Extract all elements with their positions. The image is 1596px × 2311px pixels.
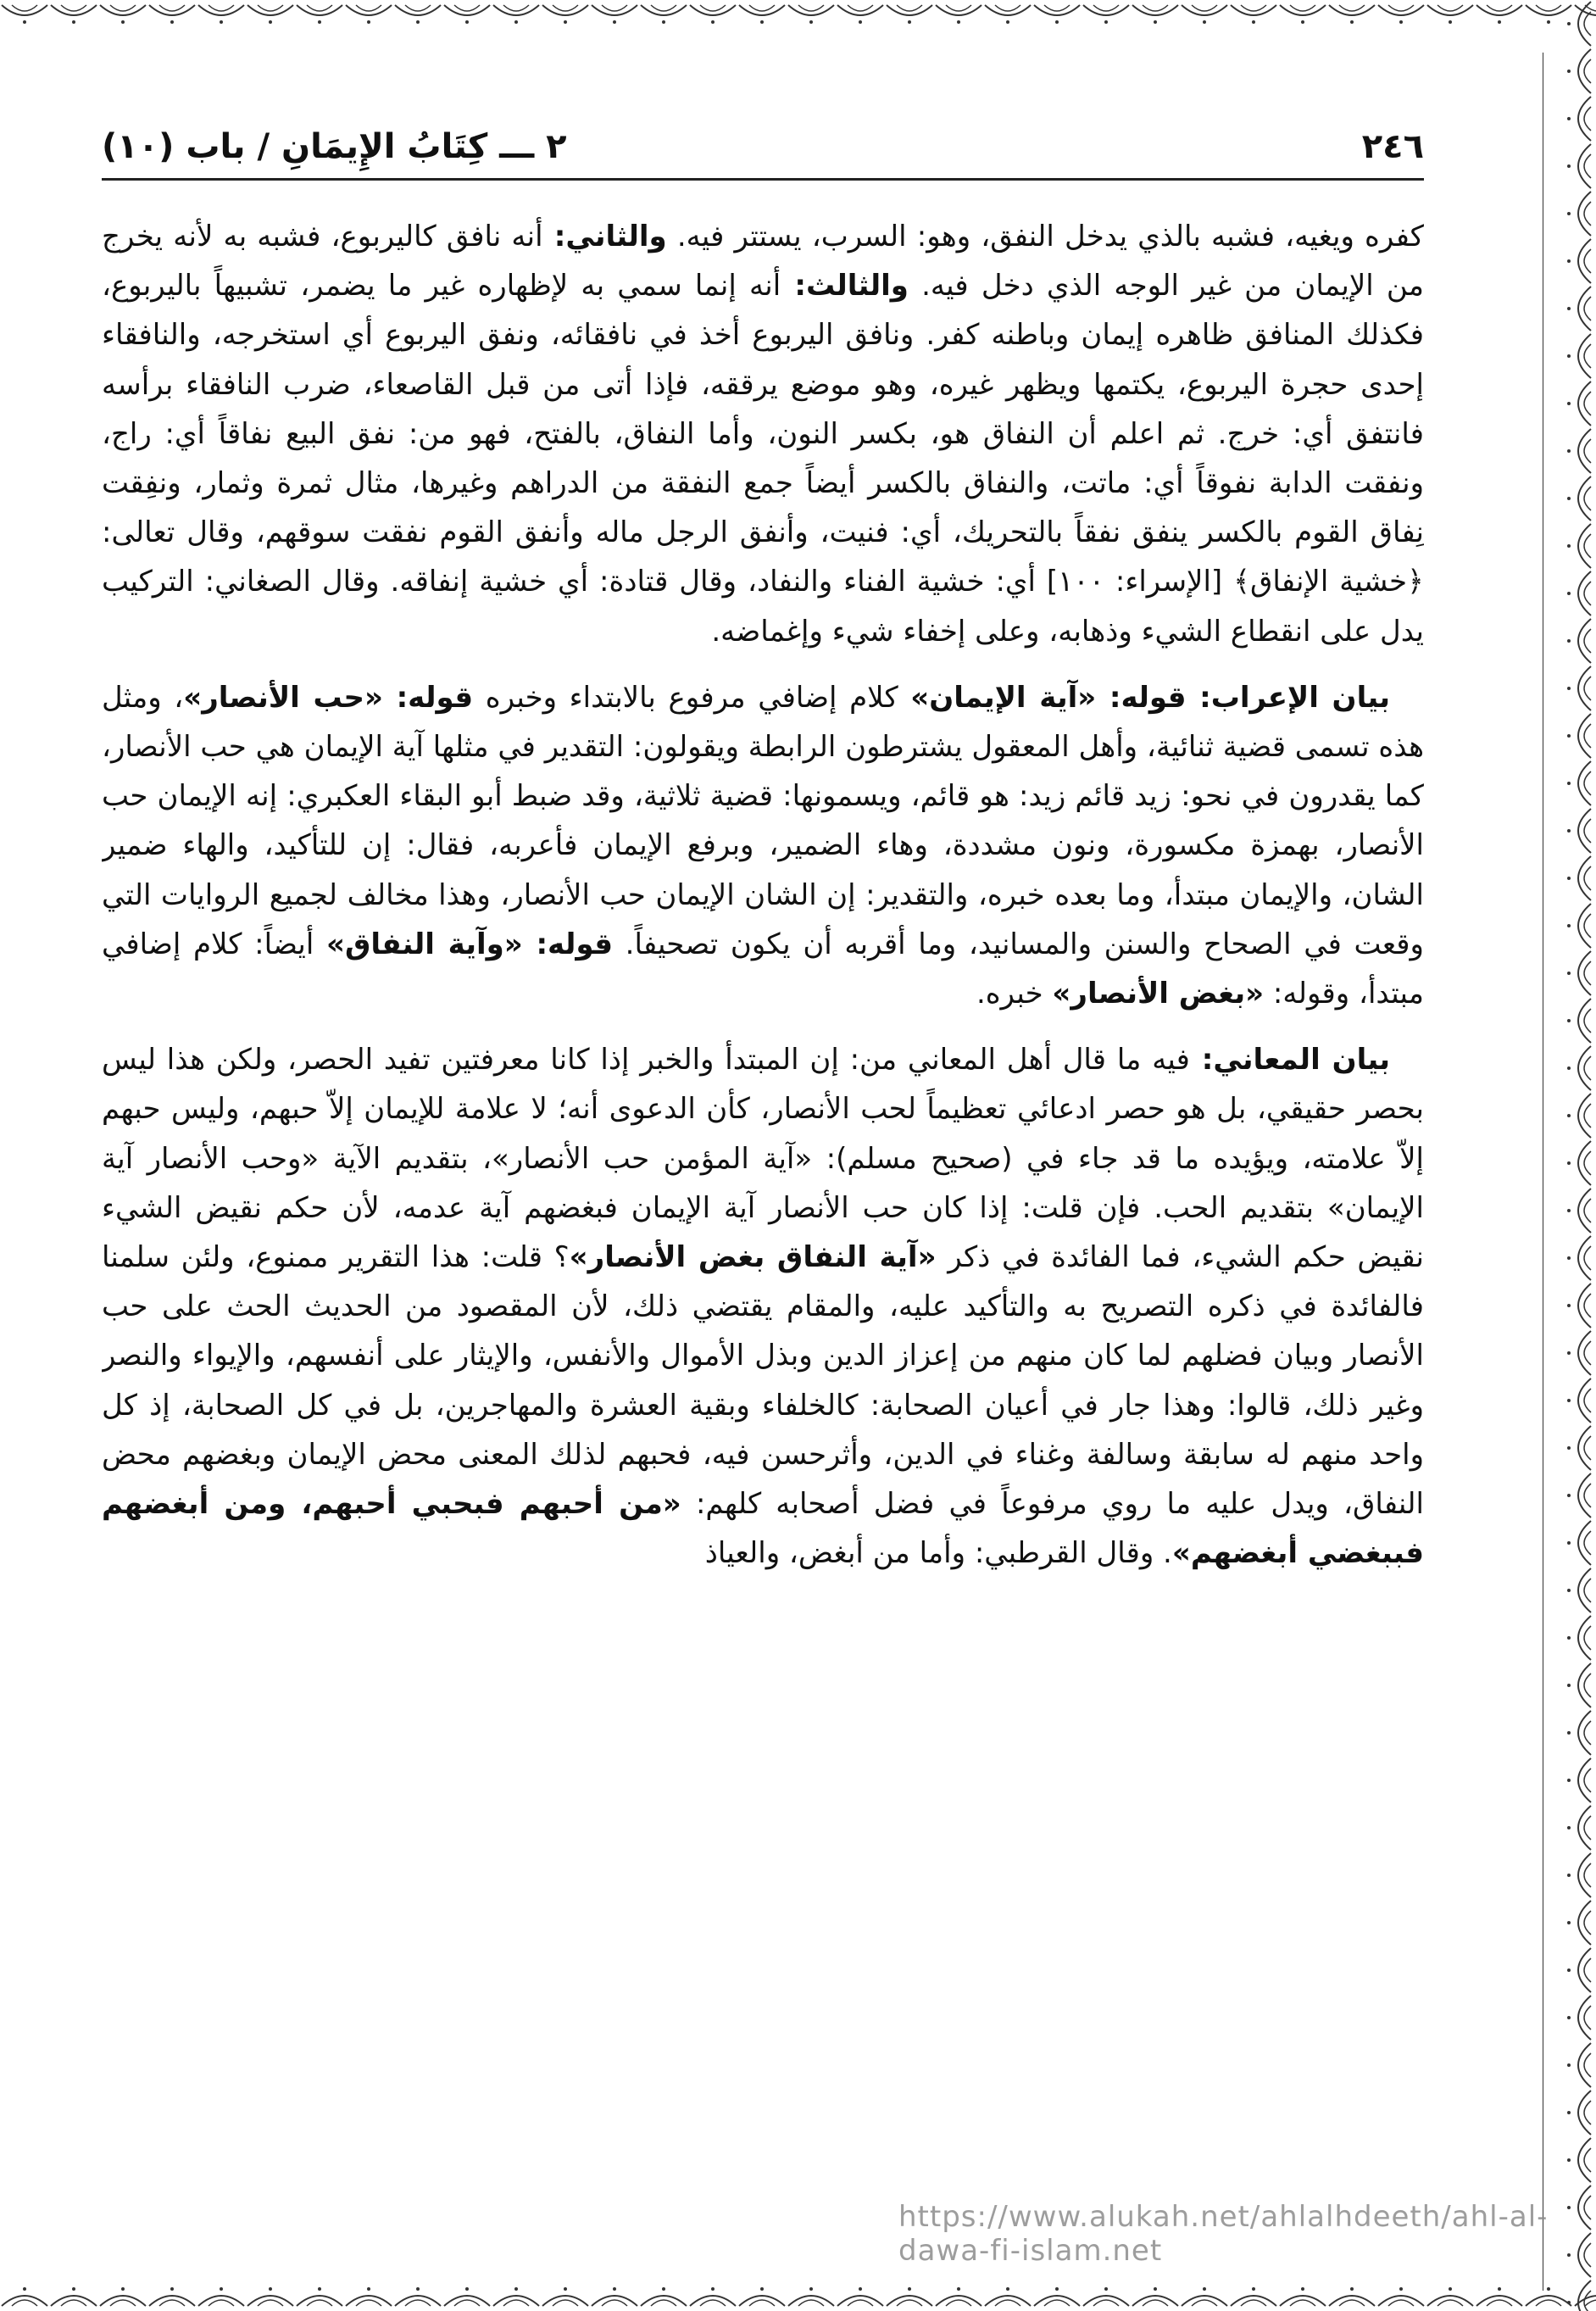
bold-run: بيان المعاني: [1189,1043,1390,1078]
bold-run: بيان الإعراب: قوله: [1096,680,1390,715]
ornamental-border-right [1557,0,1596,2311]
running-head: ٢ ـــ كِتَابُ الإِيمَانِ / باب (١٠) [102,127,567,166]
text-run: أنه نافق كاليربوع، فشبه به لأنه يخرج من الإيمان من غير الوجه الذي دخل فيه. [102,220,1424,303]
text-run: خبره. [976,977,1053,1011]
text-run: ؟ قلت: هذا التقرير ممنوع، ولئن سلمنا فالفائدة في ذكره التصريح به والتأكيد عليه، والمقام يقتضي ذلك، لأن المقصود من الحديث الحث على حب الأنصار وبيان فضلهم لما كان منهم من إعزاز الدين وبذل الأموال والأنفس، والإيثار على أنفسهم، والإيواء والنصر وغير ذلك، قالوا: وهذا جار في أعيان الصحابة: كالخلفاء وبقية العشرة والمهاجرين، بل في كل الصحابة، إذ كل واحد منهم له سابقة وسالفة وغناء في الدين، وأثرحسن فيه، فحبهم لذلك المعنى محض الإيمان وبغضهم محض النفاق، ويدل عليه ما روي مرفوعاً في فضل أصحابه كلهم: [102,1240,1424,1522]
bold-run: قوله: «وآية النفاق» [326,927,614,961]
paragraph-gap [102,656,1424,673]
text-run: ، ومثل هذه تسمى قضية ثنائية، وأهل المعقول يشترطون الرابطة ويقولون: التقدير في مثلها آية الإيمان هي حب الأنصار، كما يقدرون في نحو: زيد قائم زيد: هو قائم، ويسمونها: قضية ثلاثية، وقد ضبط أبو البقاء العكبري: إنه الإيمان حب الأنصار، بهمزة مكسورة، ونون مشددة، وهاء الضمير، وبرفع الإيمان فأعربه، فقال: إن للتأكيد، والهاء ضمير الشان، والإيمان مبتدأ، وما بعده خبره، والتقدير: إن الشان الإيمان حب الأنصار، وهذا مخالف لجميع الروايات التي وقعت في الصحاح والسنن والمسانيد، وما أقربه أن يكون تصحيفاً. [102,680,1424,961]
page-number: ٢٤٦ [1361,127,1424,166]
bold-run: «من أحبهم فبحبي أحبهم، ومن أبغضهم فببغضي أبغضهم» [102,1487,1424,1571]
paragraph-meanings [102,1035,1424,1578]
bold-run: والثالث: [781,269,909,303]
bold-run: قوله: «حب الأنصار» [183,680,474,715]
paragraph-gap [102,1018,1424,1035]
text-run: أنه إنما سمي به لإظهاره غير ما يضمر، تشبيهاً باليربوع، فكذلك المنافق ظاهره إيمان وباطنه كفر. ونافق اليربوع أخذ في نافقائه، ونفق اليربوع أي استخرجه، والنافقاء إحدى حجرة اليربوع، يكتمها ويظهر غيره، وهو موضع يرققه، فإذا أتى من قبل القاصعاء، ضرب النافقاء برأسه فانتفق أي: خرج. ثم اعلم أن النفاق هو، بكسر النون، وأما النفاق، بالفتح، فهو من: نفق البيع نفاقاً أي: راج، ونفقت الدابة نفوقاً أي: ماتت، والنفاق بالكسر أيضاً جمع النفقة من الدراهم وغيرها، مثال ثمرة وثمار، ونفِقت نِفاق القوم بالكسر ينفق نفقاً بالتحريك، أي: فنيت، وأنفق الرجل ماله وأنفق القوم نفقت سوقهم، وقال تعالى: ﴿خشية الإنفاق﴾ [الإسراء: ١٠٠] أي: خشية الفناء والنفاد، وقال قتادة: أي خشية إنفاقه. وقال الصغاني: التركيب يدل على انقطاع الشيء وذهابه، وعلى إخفاء شيء وإغماضه. [102,269,1424,649]
paragraph-etymology [102,212,1424,656]
bold-run: والثاني: [542,220,667,253]
page-header [102,127,1424,181]
text-run: فيه ما قال أهل المعاني من: إن المبتدأ والخبر إذا كانا معرفتين تفيد الحصر، ولكن هذا ليس بحصر حقيقي، بل هو حصر ادعائي تعظيماً لحب الأنصار، كأن الدعوى أنه؛ لا علامة للإيمان إلاّ حبهم، وليس حبهم إلاّ علامته، ويؤيده ما قد جاء في (صحيح مسلم): «آية المؤمن حب الأنصار»، بتقديم الآية «وحب الأنصار آية الإيمان» بتقديم الحب. فإن قلت: إذا كان حب الأنصار آية الإيمان فبغضهم آية عدمه، لأن حكم نقيض الشيء نقيض حكم الشيء، فما الفائدة في ذكر [102,1043,1424,1275]
text-run: . وقال القرطبي: وأما من أبغض، والعياذ [704,1536,1172,1571]
text-run: أيضاً: كلام إضافي مبتدأ، وقوله: [102,927,1424,1011]
bold-run: «بغض الأنصار» [1052,977,1265,1011]
ornamental-border-top [0,0,1596,31]
bold-run: «آية النفاق بغض الأنصار» [569,1240,937,1275]
watermark: https://www.alukah.net/ahlalhdeeth/ahl-al-dawa-fi-islam.net [898,2200,1549,2268]
text-run: كلام إضافي مرفوع بالابتداء وخبره [473,680,911,715]
paragraph-grammar [102,673,1424,1018]
text-run: كفره ويغيه، فشبه بالذي يدخل النفق، وهو: السرب، يستتر فيه. [666,220,1424,253]
ornamental-border-bottom [0,2280,1596,2311]
bold-run: «آية الإيمان» [910,680,1097,715]
body-text [102,212,1424,2230]
